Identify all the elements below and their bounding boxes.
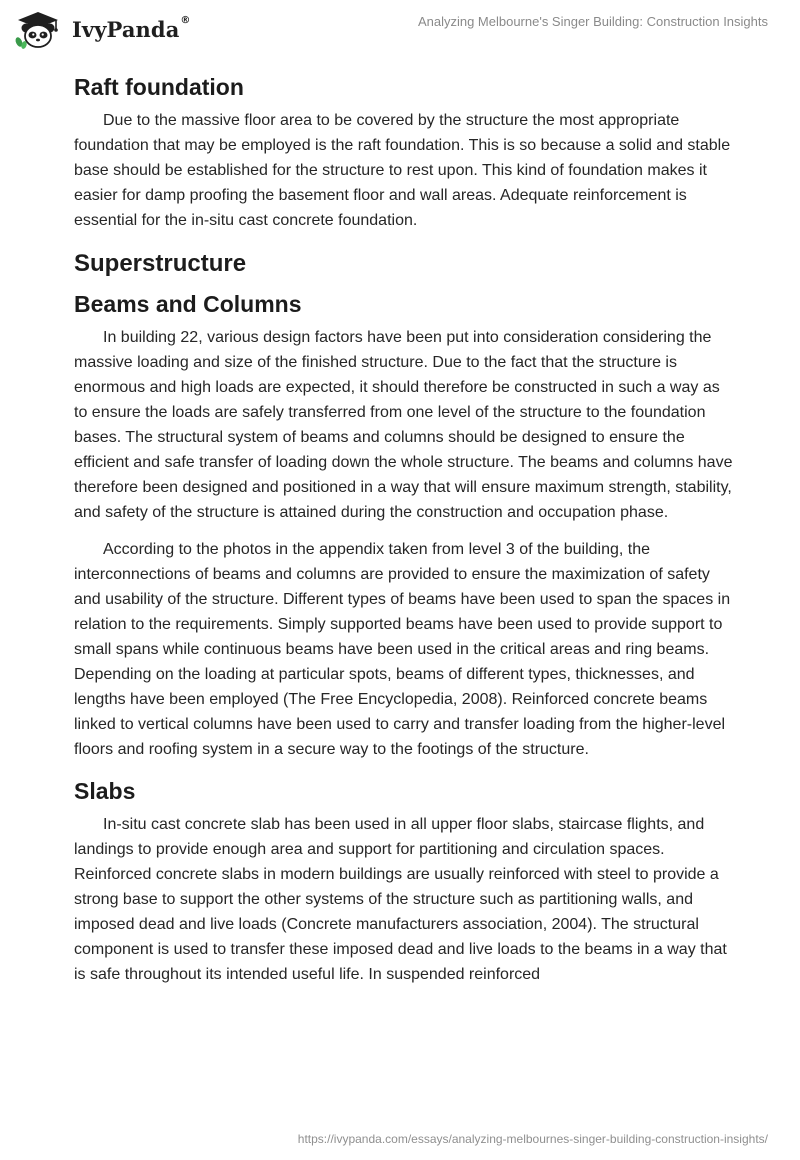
ivypanda-logo[interactable] xyxy=(12,9,191,49)
beams-columns-paragraph-1: In building 22, various design factors have been put into consideration considering the massive loading and size of the finished structure. Due to the fact that the structure is enormous and high loads are expected, it should therefore be constructed in such a way as to ensure the loads are safely transferred from one level of the structure to the foundation bases. The structural system of beams and columns should be designed to ensure the efficient and safe transfer of loading down the whole structure. The beams and columns have therefore been designed and positioned in a way that will ensure maximum strength, stability, and safety of the structure is attained during the construction and occupation phase. xyxy=(74,329,733,521)
raft-foundation-paragraph: Due to the massive floor area to be covered by the structure the most appropriate foundation that may be employed is the raft foundation. This is so because a solid and stable base should be established for the structure to rest upon. This kind of foundation makes it easier for damp proofing the basement floor and wall areas. Adequate reinforcement is essential for the in-situ cast concrete foundation. xyxy=(74,112,731,229)
beams-columns-heading: Beams and Columns xyxy=(74,291,302,317)
article-body xyxy=(74,70,734,999)
page-header xyxy=(0,0,800,56)
slabs-heading: Slabs xyxy=(74,778,136,804)
panda-graduate-icon xyxy=(12,9,64,49)
superstructure-heading: Superstructure xyxy=(74,250,247,277)
beams-columns-paragraph-2: According to the photos in the appendix taken from level 3 of the building, the interconnections of beams and columns are provided to ensure the maximization of safety and usability of the structure. Different types of beams have been used to span the spaces in relation to the requirements. Simply supported beams have been used to provide support to small spans while continuous beams have been used in the critical areas and ring beams. Depending on the loading at particular spots, beams of different types, thicknesses, and lengths have been employed (The Free Encyclopedia, 2008). Reinforced concrete beams linked to vertical columns have been used to carry and transfer loading from the higher-level floors and roofing system in a secure way to the footings of the structure. xyxy=(74,541,731,758)
document-title: Analyzing Melbourne's Singer Building: Construction Insights xyxy=(417,14,768,29)
raft-foundation-heading: Raft foundation xyxy=(74,74,244,100)
slabs-paragraph: In-situ cast concrete slab has been used in all upper floor slabs, staircase flights, and landings to provide enough area and support for partitioning and circulation spaces. Reinforced concrete slabs in modern buildings are usually reinforced with steel to provide a strong base to support the other systems of the structure such as partitioning walls, and imposed dead and live loads (Concrete manufacturers association, 2004). The structural component is used to transfer these imposed dead and live loads to the beams in a way that is safe throughout its intended useful life. In suspended reinforced xyxy=(74,816,727,983)
source-url[interactable]: https://ivypanda.com/essays/analyzing-melbournes-singer-building-construction-insights/ xyxy=(297,1132,768,1146)
logo-wordmark: IvyPanda® xyxy=(72,14,191,42)
